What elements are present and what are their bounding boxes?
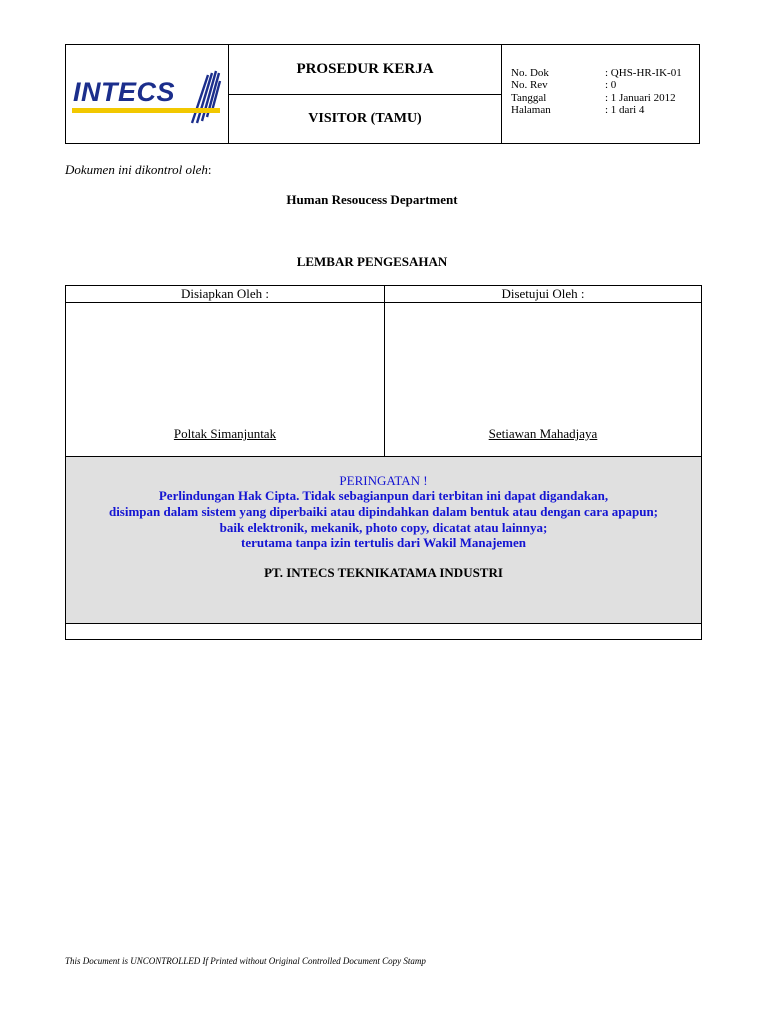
document-header [65,44,700,144]
warning-line: terutama tanpa izin tertulis dari Wakil Manajemen [240,535,527,550]
title-cell [229,45,502,143]
approval-table [65,285,702,640]
meta-cell: No. Dok : QHS-HR-IK-01 No. Rev : 0 Tanggal : 1 Januari 2012 Halaman : 1 dari 4 [511,67,682,116]
prepared-by-name: Poltak Simanjuntak [173,426,277,441]
intecs-logo: INTECS [73,77,176,107]
table-divider [66,623,701,624]
department-name: Human Resoucess Department [286,192,458,207]
logo-stripes-icon [186,67,222,125]
approved-by-name: Setiawan Mahadjaya [488,426,598,441]
copyright-warning-box [66,457,701,623]
prepared-by-header: Disiapkan Oleh : [180,286,270,301]
uncontrolled-footer-note: This Document is UNCONTROLLED If Printed without Original Controlled Document Copy Stamp [65,956,426,966]
warning-title: PERINGATAN ! [339,473,428,488]
warning-line: baik elektronik, mekanik, photo copy, dicatat atau lainnya; [219,520,548,535]
document-subtitle: VISITOR (TAMU) [308,111,422,126]
approval-heading: LEMBAR PENGESAHAN [296,254,448,269]
controlled-by-label: Dokumen ini dikontrol oleh: [65,162,212,177]
company-name: PT. INTECS TEKNIKATAMA INDUSTRI [264,565,503,580]
approved-by-header: Disetujui Oleh : [501,286,585,301]
logo-cell [66,45,229,143]
logo-yellow-bar [72,108,220,113]
document-title: PROSEDUR KERJA [229,45,501,95]
warning-line: Perlindungan Hak Cipta. Tidak sebagianpun dari terbitan ini dapat digandakan, [158,488,609,503]
warning-line: disimpan dalam sistem yang diperbaiki atau dipindahkan dalam bentuk atau dengan cara apapun; [108,504,659,519]
